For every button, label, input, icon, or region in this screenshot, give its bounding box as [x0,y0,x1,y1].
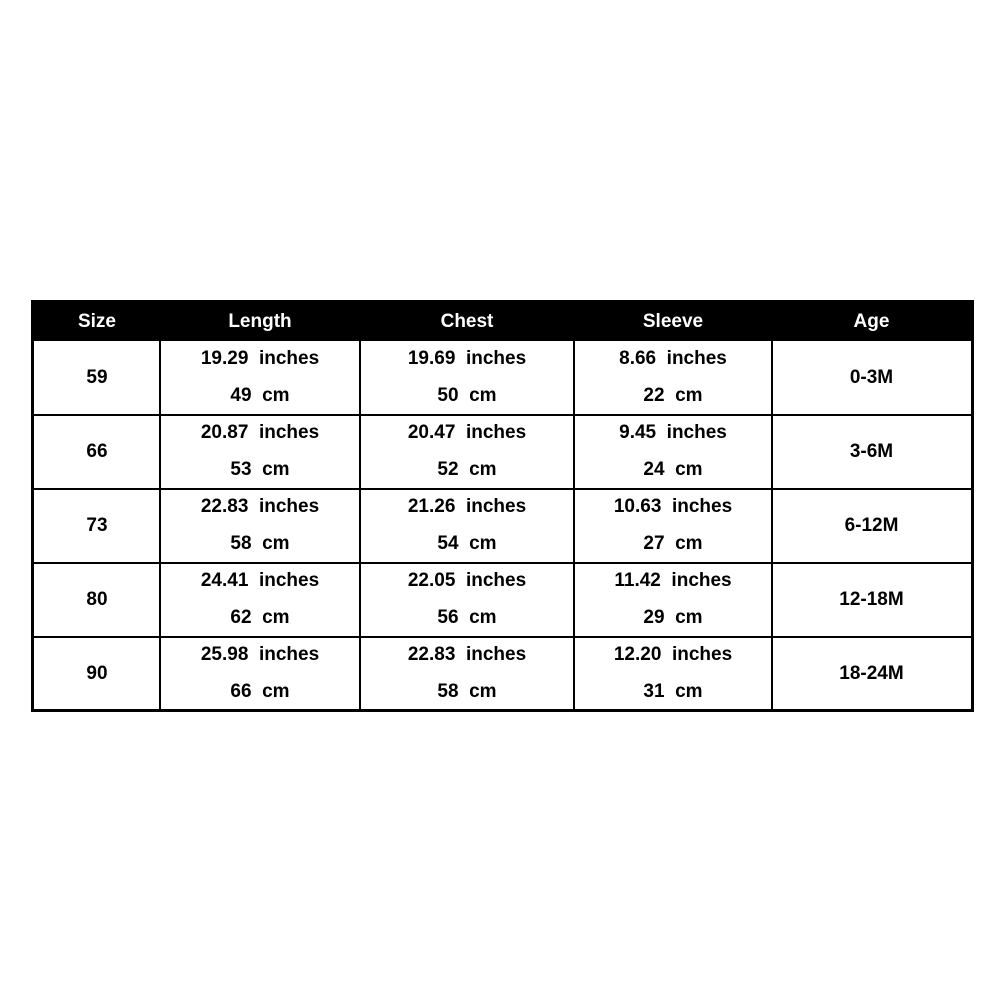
age-cell: 3-6M [849,441,894,462]
header-chest: Chest [440,311,494,332]
chest-cm: 52 cm [437,459,497,480]
age-cell: 6-12M [844,515,899,536]
chest-cm: 56 cm [437,607,497,628]
length-inches: 25.98 inches [200,644,320,665]
sleeve-cm: 22 cm [643,385,703,406]
table-row [34,415,971,489]
table-row [34,489,971,563]
chest-cell [360,341,574,415]
table-row [34,637,971,711]
length-cm: 66 cm [230,681,290,702]
size-cell: 59 [86,367,108,388]
table-row [34,341,971,415]
age-cell: 18-24M [839,663,904,684]
header-length: Length [228,311,292,332]
sleeve-cm: 31 cm [643,681,703,702]
length-cm: 62 cm [230,607,290,628]
length-cm: 58 cm [230,533,290,554]
chest-cell [360,637,574,711]
sleeve-cm: 27 cm [643,533,703,554]
chest-cm: 58 cm [437,681,497,702]
size-chart-table [31,300,974,712]
size-cell: 80 [86,589,108,610]
length-cell [160,341,360,415]
chest-cell [360,415,574,489]
sleeve-cell [574,341,772,415]
sleeve-cell [574,415,772,489]
sleeve-inches: 11.42 inches [614,570,732,591]
length-cm: 49 cm [230,385,290,406]
length-inches: 19.29 inches [200,348,320,369]
length-cm: 53 cm [230,459,290,480]
sleeve-cm: 29 cm [643,607,703,628]
sleeve-cell [574,563,772,637]
header-sleeve: Sleeve [642,311,704,332]
sleeve-cell [574,489,772,563]
size-cell: 73 [86,515,108,536]
header-size: Size [77,311,117,332]
age-cell: 0-3M [849,367,894,388]
sleeve-inches: 10.63 inches [613,496,733,517]
table-row [34,563,971,637]
length-inches: 24.41 inches [200,570,320,591]
size-cell: 90 [86,663,108,684]
length-cell [160,489,360,563]
chest-inches: 21.26 inches [407,496,527,517]
sleeve-cm: 24 cm [643,459,703,480]
chest-inches: 19.69 inches [407,348,527,369]
chest-inches: 22.83 inches [407,644,527,665]
length-inches: 20.87 inches [200,422,320,443]
length-cell [160,563,360,637]
chest-inches: 22.05 inches [407,570,527,591]
length-cell [160,415,360,489]
chest-inches: 20.47 inches [407,422,527,443]
chest-cm: 54 cm [437,533,497,554]
table-header-row [34,303,971,341]
size-cell: 66 [86,441,108,462]
chest-cell [360,489,574,563]
chest-cm: 50 cm [437,385,497,406]
sleeve-cell [574,637,772,711]
length-inches: 22.83 inches [200,496,320,517]
sleeve-inches: 9.45 inches [619,422,727,443]
sleeve-inches: 8.66 inches [619,348,727,369]
length-cell [160,637,360,711]
header-age: Age [853,311,890,332]
age-cell: 12-18M [839,589,904,610]
chest-cell [360,563,574,637]
sleeve-inches: 12.20 inches [613,644,733,665]
